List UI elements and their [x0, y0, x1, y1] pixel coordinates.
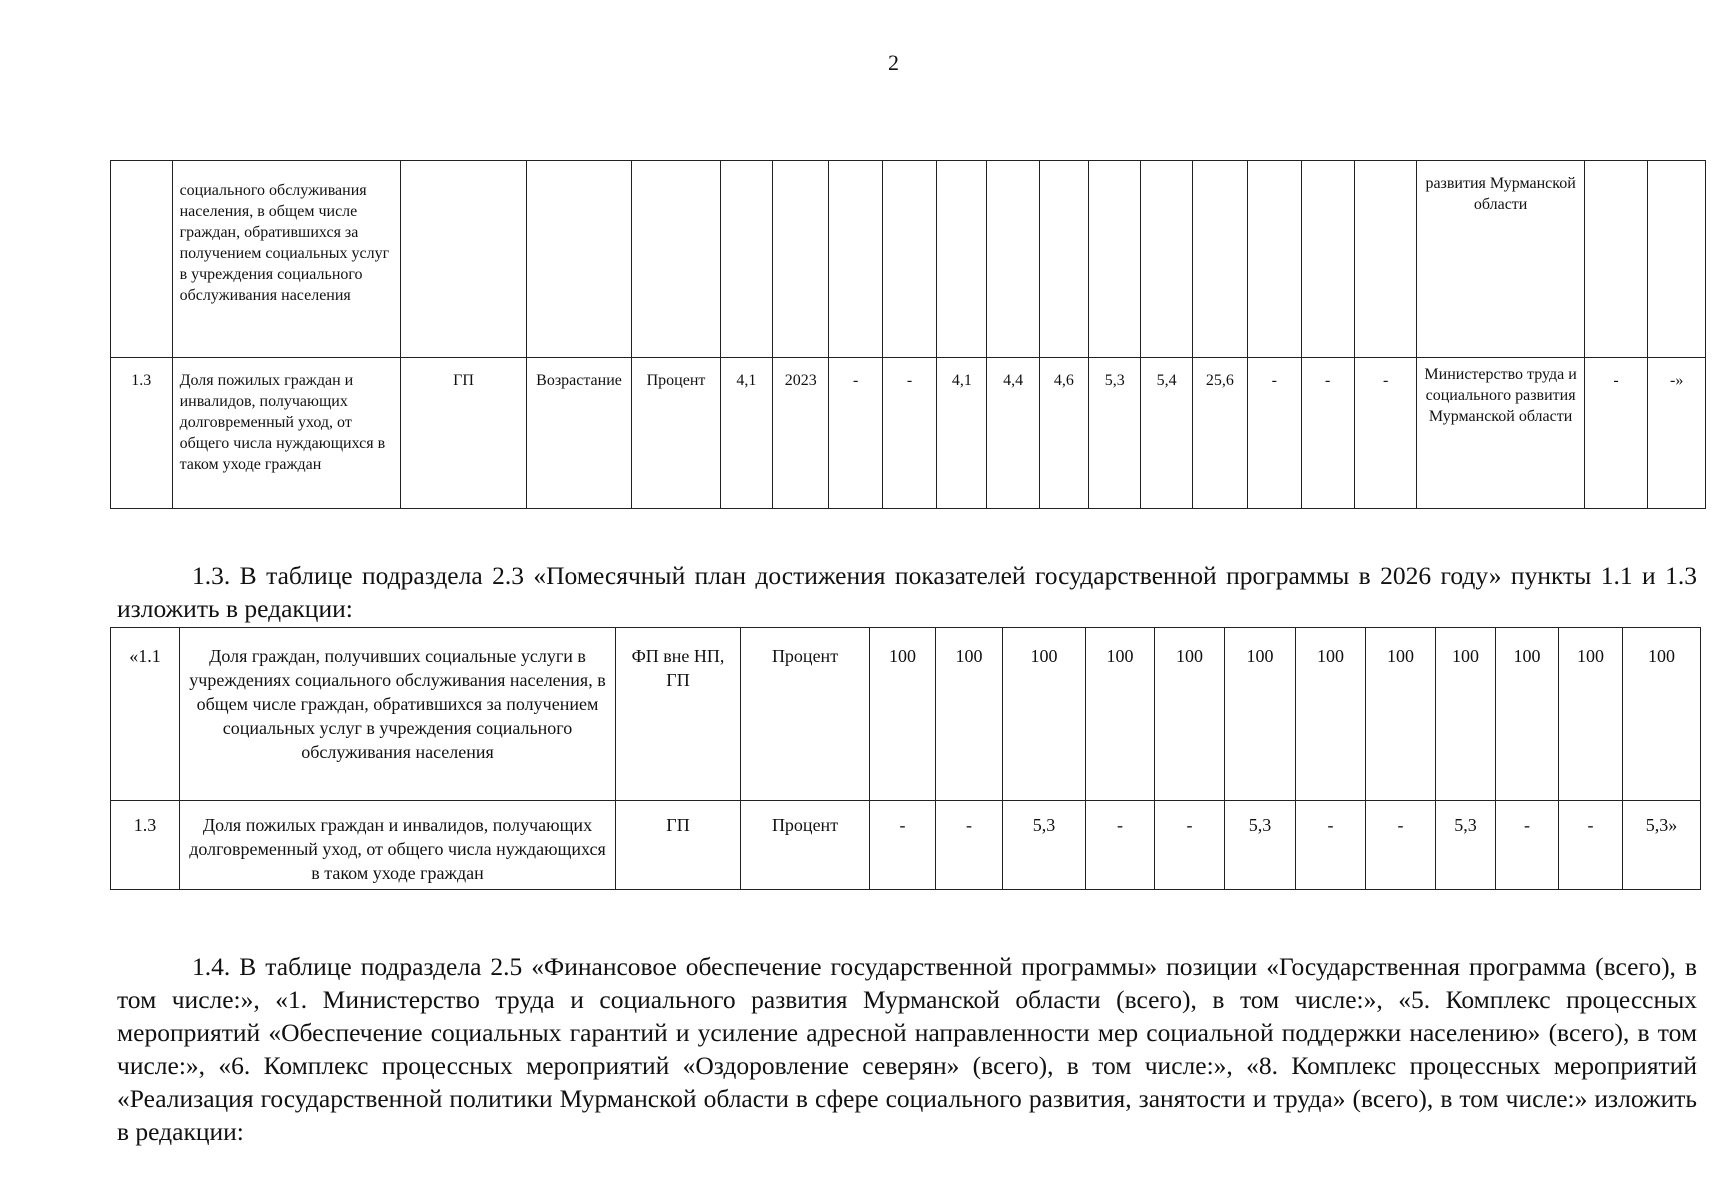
- table-row: 1.3 Доля пожилых граждан и инвалидов, получающих долговременный уход, от общего числа нуждающихся в таком уходе граждан ГП Процент - - 5,3 - - 5,3 - - 5,3 - - 5,3»: [111, 801, 1701, 890]
- responsible-cell: Министерство труда и социального развития Мурманской области: [1417, 358, 1584, 509]
- responsible-cell: развития Мурманской области: [1417, 161, 1584, 358]
- row-number: «1.1: [111, 628, 180, 801]
- table-row: [111, 161, 1706, 358]
- table-row: «1.1 Доля граждан, получивших социальные услуги в учреждениях социального обслуживания населения, в общем числе граждан, обратившихся за получением социальных услуг в учреждения социального обслуживания населения ФП вне НП, ГП Процент 100 100 100 100 100 100 100 100 100 100 100 100: [111, 628, 1701, 801]
- indicators-table-continuation: [110, 160, 1706, 509]
- paragraph-1-4: 1.4. В таблице подраздела 2.5 «Финансовое обеспечение государственной программы» позиции «Государственная программа (всего), в том числе:», «1. Министерство труда и социального развития Мурманской области (всего), в том числе:», «5. Комплекс процессных мероприятий «Обеспечение социальных гарантий и усиление адресной направленности мер социальной поддержки населению» (всего), в том числе:», «6. Комплекс процессных мероприятий «Оздоровление северян» (всего), в том числе:», «8. Комплекс процессных мероприятий «Реализация государственной политики Мурманской области в сфере социального развития, занятости и труда» (всего), в том числе:» изложить в редакции:: [117, 951, 1697, 1146]
- row-number: 1.3: [111, 801, 180, 890]
- monthly-plan-table: [110, 627, 1701, 890]
- table-row: 1.3 Доля пожилых граждан и инвалидов, получающих долговременный уход, от общего числа нуждающихся в таком уходе граждан ГП Возрастание Процент 4,1 2023 - - 4,1 4,4 4,6 5,3 5,4 25,6 - - - Министерство труда и социального развития Мурманской области - -»: [111, 358, 1706, 509]
- indicator-name-cell: Доля пожилых граждан и инвалидов, получающих долговременный уход, от общего числа нуждающихся в таком уходе граждан: [180, 801, 616, 890]
- page-number: 2: [888, 50, 899, 75]
- row-number: 1.3: [111, 358, 173, 509]
- paragraph-1-3: 1.3. В таблице подраздела 2.3 «Помесячный план достижения показателей государственной программы в 2026 году» пункты 1.1 и 1.3 изложить в редакции:: [117, 560, 1697, 623]
- indicator-name-cell: Доля пожилых граждан и инвалидов, получающих долговременный уход, от общего числа нуждающихся в таком уходе граждан: [172, 358, 401, 509]
- indicator-name-cell: Доля граждан, получивших социальные услуги в учреждениях социального обслуживания населения, в общем числе граждан, обратившихся за получением социальных услуг в учреждения социального обслуживания населения: [180, 628, 616, 801]
- indicator-name-cell: социального обслуживания населения, в общем числе граждан, обратившихся за получением социальных услуг в учреждения социального обслуживания населения: [172, 161, 401, 358]
